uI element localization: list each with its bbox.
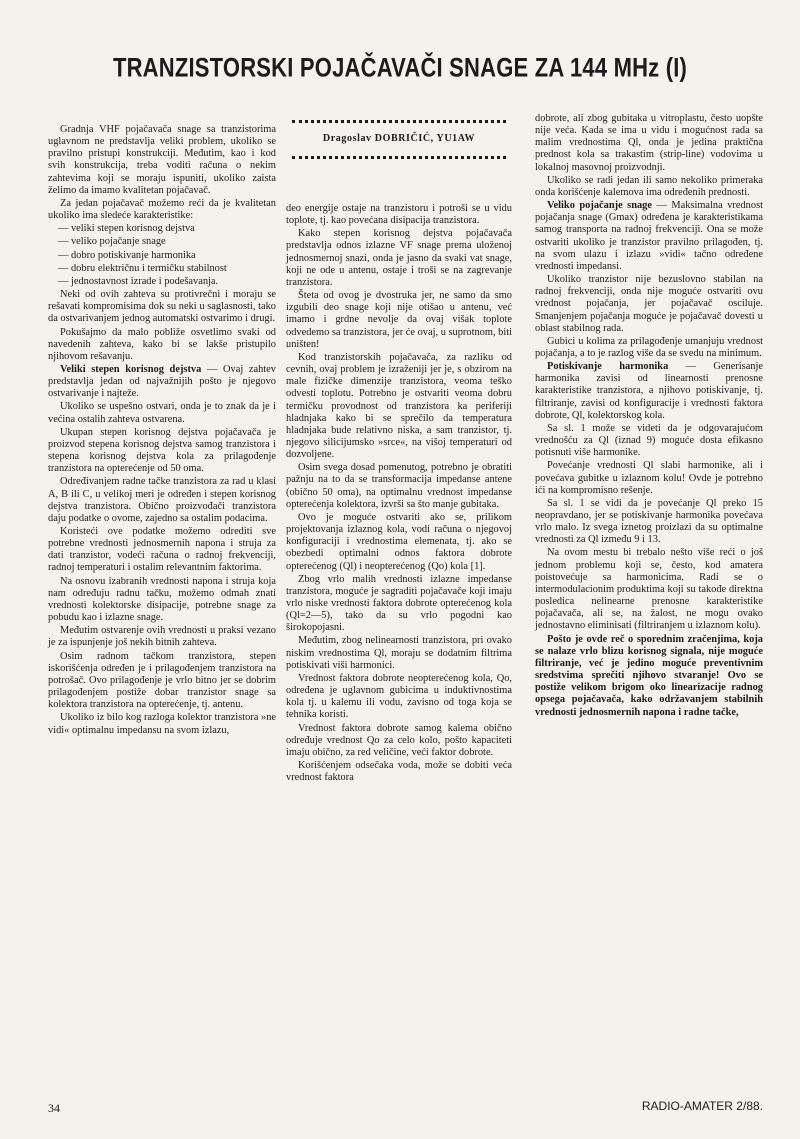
paragraph: Na osnovu izabranih vrednosti napona i struja koja nam određuju radnu tačku, možemo odmah znati vrednosti kolektorske disipacije, potrebne snage za pobudu kao i izlazne snage. xyxy=(48,575,276,624)
paragraph: Vrednost faktora dobrote neopterećenog kola, Qo, određena je uglavnom gubicima u induktivnostima kola tj. u kalemu ili vodu, zavisno od toga koja se tehnika koristi. xyxy=(286,672,512,721)
paragraph: Za jedan pojačavač možemo reći da je kvalitetan ukoliko ima sledeće karakteristike: xyxy=(48,197,276,222)
author-name: Dragoslav DOBRIČIĆ, YU1AW xyxy=(322,133,476,144)
column-3 xyxy=(535,113,763,720)
paragraph: Kako stepen korisnog dejstva pojačavača predstavlja odnos izlazne VF snage prema uloženoj jednosmernoj snazi, onda je jasno da svaki vat snage, koji ne ode u antenu, ostaje i troši se na zagrevanje tranzistora. xyxy=(286,228,512,288)
paragraph: Osim svega dosad pomenutog, potrebno je obratiti pažnju na to da se transformacija impedanse antene (obično 50 oma), na optimalnu vrednost impedanse opterećenja kolektora, izvrši sa što manje gubitaka. xyxy=(286,462,512,510)
page-number: 34 xyxy=(48,1101,60,1115)
paragraph: Povećanje vrednosti Ql slabi harmonike, ali i povećava gubitke u izlaznom kolu! Ovde je potrebno ići na kompromisno rešenje. xyxy=(535,460,763,496)
list-item: — jednostavnost izrade i podešavanja. xyxy=(58,275,219,287)
magazine-issue: RADIO-AMATER 2/88. xyxy=(641,1099,763,1113)
emphasized-paragraph: Pošto je ovde reč o sporednim zračenjima, koja se nalaze vrlo blizu korisnog signala, nije moguće filtriranje, već je jedino moguće preventivnim sredstvima sprečiti njihovo stvaranje! Ovo se postiže velikom brigom oko linearizacije radnog opsega pojačavača, kako održavanjem stabilnih vrednosti jednosmernih napona i radne tačke, xyxy=(535,633,763,718)
section-paragraph xyxy=(48,364,276,400)
paragraph: Šteta od ovog je dvostruka jer, ne samo da smo izgubili deo snage koji nije otišao u antenu, već imamo i grdne nevolje da ovaj višak toplote odvedemo sa tranzistora, jer će ovaj, u suprotnom, biti uništen! xyxy=(286,290,512,350)
section-heading: Potiskivanje harmonika xyxy=(547,361,669,373)
article-title: TRANZISTORSKI POJAČAVAČI SNAGE ZA 144 MHz (I) xyxy=(112,52,688,83)
paragraph: Određivanjem radne tačke tranzistora za rad u klasi A, B ili C, u velikoj meri je određen i stepen korisnog dejstva tranzistora. Obično proizvođači tranzistora daju podatke o ovome, zajedno sa ostalim podacima. xyxy=(48,476,276,524)
paragraph: Sa sl. 1 se vidi da je povećanje Ql preko 15 neopravdano, jer se potiskivanje harmonika povećava vrlo malo. Iz svega iznetog proizlazi da su optimalne vrednosti za Ql između 9 i 13. xyxy=(535,497,763,546)
paragraph: dobrote, ali zbog gubitaka u vitroplastu, često uopšte nije veća. Kada se ima u vidu i mogućnost rada sa malim vrednostima Ql, onda je jedina praktična prednost kola sa trakastim (strip-line) vodovima u lokalnoj masovnoj proizvodnji. xyxy=(535,113,763,173)
section-text: — Maksimalna vrednost pojačanja snage (Gmax) određena je karakteristikama samog transporta na radnoj frekvenciji. Ona se može ostvariti ukoliko je tranzistor pravilno prilagođen, tj. na svom ulazu i izlazu »vidi« tačno određene vrednosti impedansi. xyxy=(535,200,763,272)
byline xyxy=(286,120,512,159)
paragraph: Kod tranzistorskih pojačavača, za razliku od cevnih, ovaj problem je izraženiji jer je, s obzirom na male fizičke dimenzije tranzistora, veoma teško odvesti toplotu. Potrebno je ostvariti veoma dobru termičku provodnost od tranzistora ka periferiji hladnjaka kako bi se sprečilo da temperatura hladnjaka bude relativno niska, a sam tranzistor, tj. njegovo silicijumsko »srce«, na višoj temperaturi od dozvoljene. xyxy=(286,351,512,461)
paragraph: Međutim, zbog nelinearnosti tranzistora, pri ovako niskim vrednostima Ql, moraju se dodatnim filtrima potiskivati viši harmonici. xyxy=(286,635,512,671)
paragraph: Gubici u kolima za prilagođenje umanjuju vrednost pojačanja, a to je razlog više da se svedu na minimum. xyxy=(535,335,763,359)
paragraph: Sa sl. 1 može se videti da je odgovarajućom vrednošću za Ql (iznad 9) moguće dosta efikasno potisnuti više harmonike. xyxy=(535,422,763,459)
paragraph: Osim radnom tačkom tranzistora, stepen iskorišćenja određen je i prilagođenjem tranzistora na potrošač. Ovo prilagođenje je vrlo bitno jer se dobrim prilagođenjem postiže dobar tranzistor snage sa kolektora tranzistora na opterećenje, tj. antenu. xyxy=(48,650,276,711)
paragraph: Međutim ostvarenje ovih vrednosti u praksi vezano je za ispunjenje još nekih bitnih zahteva. xyxy=(48,625,276,649)
list-item: — dobru električnu i termičku stabilnost xyxy=(58,262,227,274)
paragraph: Korišćenjem odsečaka voda, može se dobiti veća vrednost faktora xyxy=(286,760,512,784)
paragraph: Neki od ovih zahteva su protivrečni i moraju se rešavati kompromisima dok su neki u saglasnosti, tako da ostvarivanjem jednog automatski ostvarimo i drugi. xyxy=(48,289,276,325)
paragraph: Koristeći ove podatke možemo odrediti sve potrebne vrednosti jednosmernih napona i struja za dati tranzistor, vodeći računa o radnoj frekvenciji, radnoj temperaturi i ostalim relevantnim faktorima. xyxy=(48,526,276,574)
paragraph: Vrednost faktora dobrote samog kalema obično određuje vrednost Qo za celo kolo, pošto kapaciteti imaju obično, za red veličine, veći faktor dobrote. xyxy=(286,722,512,758)
paragraph: Ukoliko se uspešno ostvari, onda je to znak da je i većina ostalih zahteva ostvarena. xyxy=(48,401,276,425)
section-heading: Veliki stepen korisnog dejstva xyxy=(60,363,202,375)
section-text: — Ovaj zahtev predstavlja jedan od najvažnijih pošto je njegovo ostvarivanje i najteže. xyxy=(48,363,276,400)
paragraph: Ovo je moguće ostvariti ako se, prilikom projektovanja izlaznog kola, vodi računa o njegovoj konfiguraciji i vrednostima elemenata, tj. ako se obezbedi optimalni odnos faktora dobrote opterećenog (Ql) i neopterećenog (Qo) kola [1]. xyxy=(286,511,512,572)
paragraph: Pokušajmo da malo pobliže osvetlimo svaki od navedenih zahteva, kako bi se lakše pristupilo njihovom rešavanju. xyxy=(48,326,276,362)
paragraph: Ukoliko se radi jedan ili samo nekoliko primeraka onda korišćenje kalemova ima određenih prednosti. xyxy=(535,174,763,198)
section-heading: Veliko pojačanje snage xyxy=(547,200,652,212)
paragraph: Ukoliko tranzistor nije bezuslovno stabilan na radnoj frekvenciji, onda nije moguće ostvariti ovu vrednost pojačanja, jer pojačavač osciluje. Smanjenjem pojačanja moguće je pojačavač dovesti u oblast stabilnog rada. xyxy=(535,274,763,334)
paragraph: Ukoliko iz bilo kog razloga kolektor tranzistora »ne vidi« optimalnu impedansu na svom izlazu, xyxy=(48,712,276,736)
list-item: — veliki stepen korisnog dejstva xyxy=(58,223,195,235)
list-item: — veliko pojačanje snage xyxy=(58,236,166,248)
column-2 xyxy=(286,203,512,785)
paragraph: Gradnja VHF pojačavača snage sa tranzistorima uglavnom ne predstavlja veliki problem, ukoliko se pravilno pristupi konstrukciji. Međutim, kao i kod svih konstrukcija, treba voditi računa o nekim zahtevima koji se moraju ispuniti, ukoliko zaista želimo da imamo kvalitetan pojačavač. xyxy=(48,124,276,196)
list-item: — dobro potiskivanje harmonika xyxy=(58,249,196,261)
paragraph: Ukupan stepen korisnog dejstva pojačavača je proizvod stepena korisnog dejstva samog tranzistora i stepena korisnog dejstva kola za prilagođenje tranzistora na opterećenje od 50 oma. xyxy=(48,426,276,475)
byline-top-rule xyxy=(292,120,506,123)
byline-bottom-rule xyxy=(292,156,506,159)
section-paragraph xyxy=(535,200,763,273)
paragraph: deo energije ostaje na tranzistoru i potroši se u vidu toplote, tj. kao povećana disipacija tranzistora. xyxy=(286,203,512,227)
column-1 xyxy=(48,124,276,738)
paragraph: Na ovom mestu bi trebalo nešto više reći o još jednom problemu koji se, često, kod amatera poistovećuje sa harmonicima. Radi se o intermodulacionim produktima koji su takođe direktna posledica nelinearne prenosne karakteristike pojačavača, ali se, na žalost, ne mogu ovako jednostavno eliminisati (filtriranjem u izlaznom kolu). xyxy=(535,547,763,632)
section-text: — Generisanje harmonika zavisi od linearnosti prenosne karakteristike tranzistora, a njihovo potiskivanje, tj. filtriranje, zavisi od konfiguracije i vrednosti faktora dobrote, Ql, kolektorskog kola. xyxy=(535,361,763,421)
paragraph: Zbog vrlo malih vrednosti izlazne impedanse tranzistora, moguće je sagraditi pojačavače koji imaju vrlo niske vrednosti faktora dobrote opterećenog kola (Ql=2—5), tako da su vrlo pogodni kao širokopojasni. xyxy=(286,573,512,634)
section-paragraph xyxy=(535,361,763,422)
